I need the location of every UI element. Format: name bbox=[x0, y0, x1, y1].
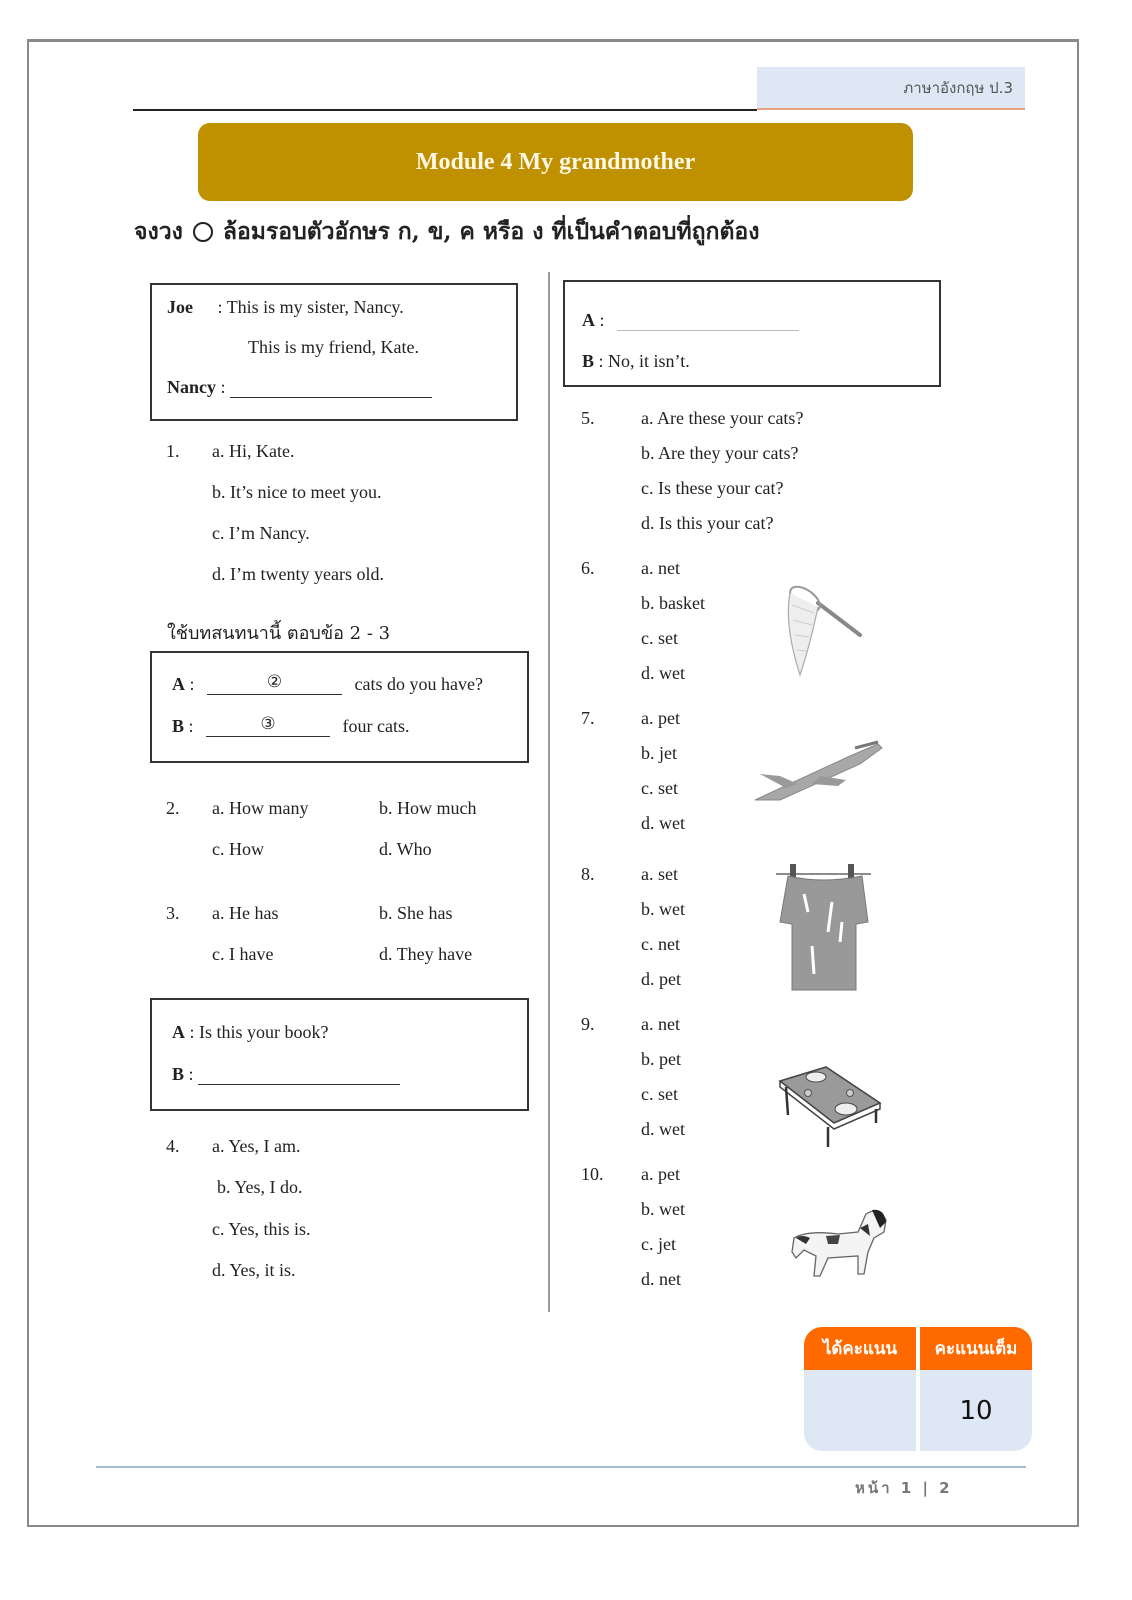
score-earned-label: ได้คะแนน bbox=[804, 1327, 916, 1370]
q10-option-c[interactable]: c. jet bbox=[641, 1234, 676, 1254]
module-title: Module 4 My grandmother bbox=[415, 148, 696, 175]
q2-option-a[interactable]: a. How many bbox=[212, 798, 309, 818]
butterfly-net-picture bbox=[780, 585, 870, 680]
answer-blank[interactable] bbox=[230, 378, 432, 398]
module-banner bbox=[198, 123, 913, 201]
dialog-box-3: A : Is this your book? B : bbox=[150, 998, 529, 1111]
jet-plane-picture bbox=[750, 738, 885, 808]
q3-option-d[interactable]: d. They have bbox=[379, 944, 473, 964]
question-2-number: 2. bbox=[166, 798, 180, 818]
score-table bbox=[804, 1327, 1032, 1451]
score-full-label: คะแนนเต็ม bbox=[920, 1327, 1032, 1370]
question-10-number: 10. bbox=[581, 1164, 604, 1184]
q10-option-a[interactable]: a. pet bbox=[641, 1164, 680, 1184]
question-8-number: 8. bbox=[581, 864, 595, 884]
page-number: หน้า 1 | 2 bbox=[855, 1479, 953, 1497]
answer-blank-4[interactable] bbox=[198, 1065, 400, 1085]
q7-option-b[interactable]: b. jet bbox=[641, 743, 677, 763]
q4-option-a[interactable]: a. Yes, I am. bbox=[212, 1136, 301, 1156]
question-3-number: 3. bbox=[166, 903, 180, 923]
dialog-line: : This is my sister, Nancy. bbox=[217, 297, 404, 317]
q3-option-c[interactable]: c. I have bbox=[212, 944, 274, 964]
q2-option-d[interactable]: d. Who bbox=[379, 839, 432, 859]
q1-option-b[interactable]: b. It’s nice to meet you. bbox=[212, 482, 382, 502]
q6-option-a[interactable]: a. net bbox=[641, 558, 680, 578]
question-5-number: 5. bbox=[581, 408, 595, 428]
q5-option-b[interactable]: b. Are they your cats? bbox=[641, 443, 799, 463]
q8-option-b[interactable]: b. wet bbox=[641, 899, 685, 919]
q5-option-a[interactable]: a. Are these your cats? bbox=[641, 408, 804, 428]
page-border bbox=[27, 39, 1079, 1527]
set-table-picture bbox=[778, 1065, 883, 1150]
header-rule bbox=[133, 109, 757, 111]
q7-option-a[interactable]: a. pet bbox=[641, 708, 680, 728]
q5-option-d[interactable]: d. Is this your cat? bbox=[641, 513, 774, 533]
q6-option-d[interactable]: d. wet bbox=[641, 663, 685, 683]
instruction-prefix: จงวง bbox=[134, 218, 183, 245]
speaker-a: A bbox=[172, 674, 185, 694]
question-1-number: 1. bbox=[166, 441, 180, 461]
circle-icon bbox=[193, 222, 213, 242]
dialog-line: This is my friend, Kate. bbox=[248, 337, 419, 357]
answer-blank-5[interactable] bbox=[617, 313, 799, 331]
q6-option-c[interactable]: c. set bbox=[641, 628, 678, 648]
instruction-text: ล้อมรอบตัวอักษร ก, ข, ค หรือ ง ที่เป็นคำตอบที่ถูกต้อง bbox=[222, 218, 760, 245]
column-divider bbox=[548, 272, 550, 1312]
q1-option-d[interactable]: d. I’m twenty years old. bbox=[212, 564, 384, 584]
q9-option-b[interactable]: b. pet bbox=[641, 1049, 681, 1069]
score-full-column bbox=[920, 1327, 1032, 1451]
q2-option-b[interactable]: b. How much bbox=[379, 798, 477, 818]
q3-option-b[interactable]: b. She has bbox=[379, 903, 453, 923]
instruction bbox=[134, 214, 759, 250]
question-4-number: 4. bbox=[166, 1136, 180, 1156]
q9-option-d[interactable]: d. wet bbox=[641, 1119, 685, 1139]
speaker-nancy: Nancy bbox=[167, 377, 216, 397]
score-earned-field[interactable] bbox=[804, 1370, 916, 1451]
question-6-number: 6. bbox=[581, 558, 595, 578]
q9-option-a[interactable]: a. net bbox=[641, 1014, 680, 1034]
q2-option-c[interactable]: c. How bbox=[212, 839, 264, 859]
q6-option-b[interactable]: b. basket bbox=[641, 593, 705, 613]
score-full-value: 10 bbox=[920, 1370, 1032, 1451]
speaker-a: A bbox=[172, 1022, 185, 1042]
footer-rule bbox=[96, 1466, 1026, 1468]
q1-option-c[interactable]: c. I’m Nancy. bbox=[212, 523, 310, 543]
q10-option-d[interactable]: d. net bbox=[641, 1269, 681, 1289]
q4-option-c[interactable]: c. Yes, this is. bbox=[212, 1219, 311, 1239]
speaker-b: B bbox=[172, 716, 185, 736]
question-9-number: 9. bbox=[581, 1014, 595, 1034]
subject-label: ภาษาอังกฤษ ป.3 bbox=[903, 79, 1013, 97]
q10-option-b[interactable]: b. wet bbox=[641, 1199, 685, 1219]
q3-option-a[interactable]: a. He has bbox=[212, 903, 279, 923]
question-7-number: 7. bbox=[581, 708, 595, 728]
answer-blank-3[interactable]: ③ bbox=[206, 715, 330, 737]
q5-option-c[interactable]: c. Is these your cat? bbox=[641, 478, 784, 498]
speaker-a: A bbox=[582, 310, 595, 330]
q4-option-d[interactable]: d. Yes, it is. bbox=[212, 1260, 296, 1280]
dog-picture bbox=[788, 1202, 888, 1282]
speaker-b: B bbox=[172, 1064, 185, 1084]
dialog-box-2: A : ② cats do you have? B : ③ four cats. bbox=[150, 651, 529, 763]
answer-blank-2[interactable]: ② bbox=[207, 673, 342, 695]
q1-option-a[interactable]: a. Hi, Kate. bbox=[212, 441, 295, 461]
speaker-b: B bbox=[582, 351, 595, 371]
wet-shirt-picture bbox=[776, 862, 871, 997]
q4-option-b[interactable]: b. Yes, I do. bbox=[217, 1177, 303, 1197]
q7-option-d[interactable]: d. wet bbox=[641, 813, 685, 833]
dialog-box-4: A : B : No, it isn’t. bbox=[563, 280, 941, 387]
dialog-box-1: Joe : This is my sister, Nancy. This is my friend, Kate. Nancy : bbox=[150, 283, 518, 421]
note-questions-2-3: ใช้บทสนทนานี้ ตอบข้อ 2 - 3 bbox=[167, 623, 391, 644]
q8-option-c[interactable]: c. net bbox=[641, 934, 680, 954]
q7-option-c[interactable]: c. set bbox=[641, 778, 678, 798]
q8-option-a[interactable]: a. set bbox=[641, 864, 678, 884]
score-earned-column bbox=[804, 1327, 916, 1451]
speaker-joe: Joe bbox=[167, 297, 193, 317]
subject-header bbox=[757, 67, 1025, 110]
q8-option-d[interactable]: d. pet bbox=[641, 969, 681, 989]
q9-option-c[interactable]: c. set bbox=[641, 1084, 678, 1104]
